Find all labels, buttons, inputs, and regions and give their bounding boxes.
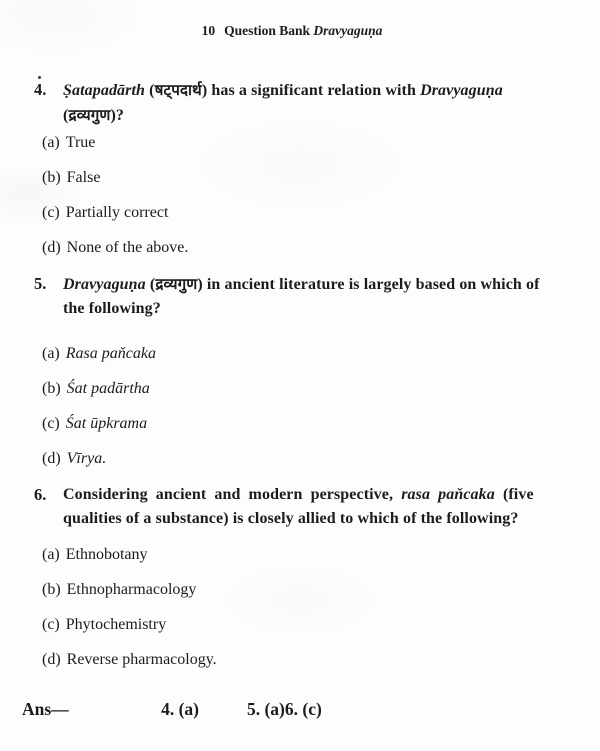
- question-text: [63, 78, 579, 128]
- option-text: Śat padārtha: [66, 380, 150, 397]
- question: [34, 483, 579, 670]
- option-label: (d): [42, 239, 61, 256]
- question: [34, 272, 579, 469]
- devanagari-text: षट्पदार्थ: [154, 81, 202, 99]
- question-body: [34, 272, 579, 321]
- option-label: (a): [42, 546, 60, 563]
- question-body: [34, 483, 579, 531]
- option-row: [42, 238, 579, 258]
- answers-prefix: Ans—: [22, 699, 69, 719]
- option-text: Ethnobotany: [65, 546, 148, 563]
- devanagari-text: द्रव्यगुण: [155, 275, 198, 293]
- header-title: Question Bank: [224, 23, 310, 38]
- question-number: 6.: [34, 485, 47, 504]
- answer-item: 4. (a): [161, 699, 199, 719]
- option-row: [42, 545, 579, 565]
- question-line: [63, 507, 579, 531]
- header-book-title: Dravyaguṇa: [313, 23, 383, 38]
- page-number: 10: [201, 23, 216, 38]
- question-body: [34, 78, 579, 128]
- option-label: (b): [42, 581, 61, 598]
- page-header: [0, 22, 600, 40]
- question-segment: Ṣatapadārth: [63, 82, 150, 99]
- question-segment: (five: [494, 486, 534, 503]
- question-segment: (: [149, 82, 155, 99]
- question-segment: the following?: [63, 300, 161, 317]
- question-segment: (: [63, 107, 69, 124]
- option-text: Rasa paňcaka: [65, 345, 156, 362]
- question-segment: Considering ancient and modern perspective,: [63, 486, 402, 503]
- question: [34, 78, 579, 258]
- question-line: [63, 78, 579, 103]
- option-text: True: [65, 134, 96, 151]
- question-line: [63, 272, 579, 297]
- option-text: Reverse pharmacology.: [66, 651, 217, 668]
- question-line: [63, 103, 579, 128]
- question-segment: qualities of a substance) is closely allied to which of the following?: [63, 510, 519, 527]
- answers-line: [22, 697, 600, 721]
- option-text: Vīrya.: [66, 450, 107, 467]
- answer-item: 5. (a): [246, 699, 285, 719]
- question-segment: ) has a significant relation with: [201, 82, 421, 99]
- question-text: [63, 483, 579, 531]
- devanagari-text: द्रव्यगुण: [68, 106, 111, 124]
- option-row: [42, 379, 579, 399]
- option-label: (d): [42, 450, 61, 467]
- option-label: (c): [42, 415, 60, 432]
- question-text: [63, 272, 579, 321]
- option-label: (d): [42, 651, 61, 668]
- option-row: [42, 203, 579, 223]
- options-list: [42, 133, 579, 258]
- question-segment: Dravyaguṇa: [63, 276, 150, 293]
- question-line: [63, 483, 579, 507]
- option-row: [42, 344, 579, 364]
- question-segment: (: [149, 276, 156, 293]
- answer-item: 6. (c): [284, 699, 322, 719]
- question-segment: Dravyaguṇa: [420, 82, 503, 99]
- option-row: [42, 650, 579, 670]
- option-label: (b): [42, 380, 61, 397]
- option-label: (b): [42, 169, 61, 186]
- question-segment: ) in ancient literature is largely based on which of: [197, 276, 540, 293]
- option-row: [42, 449, 579, 469]
- option-row: [42, 168, 579, 188]
- option-row: [42, 414, 579, 434]
- option-text: Partially correct: [65, 204, 169, 221]
- option-row: [42, 133, 579, 153]
- option-row: [42, 615, 579, 635]
- option-label: (a): [42, 345, 60, 362]
- option-text: Ethnopharmacology: [66, 581, 197, 598]
- options-list: [42, 344, 579, 469]
- options-list: [42, 545, 579, 670]
- option-text: Śat ūpkrama: [65, 415, 148, 432]
- question-segment: rasa paňcaka: [401, 486, 495, 503]
- option-label: (c): [42, 616, 60, 633]
- option-text: None of the above.: [66, 239, 189, 256]
- option-text: Phytochemistry: [65, 616, 167, 633]
- option-text: False: [66, 169, 101, 186]
- option-row: [42, 580, 579, 600]
- option-label: (c): [42, 204, 60, 221]
- option-label: (a): [42, 134, 60, 151]
- question-line: [63, 297, 579, 321]
- question-segment: )?: [110, 107, 124, 124]
- question-number: 5.: [34, 274, 47, 293]
- question-number: 4.: [34, 80, 47, 99]
